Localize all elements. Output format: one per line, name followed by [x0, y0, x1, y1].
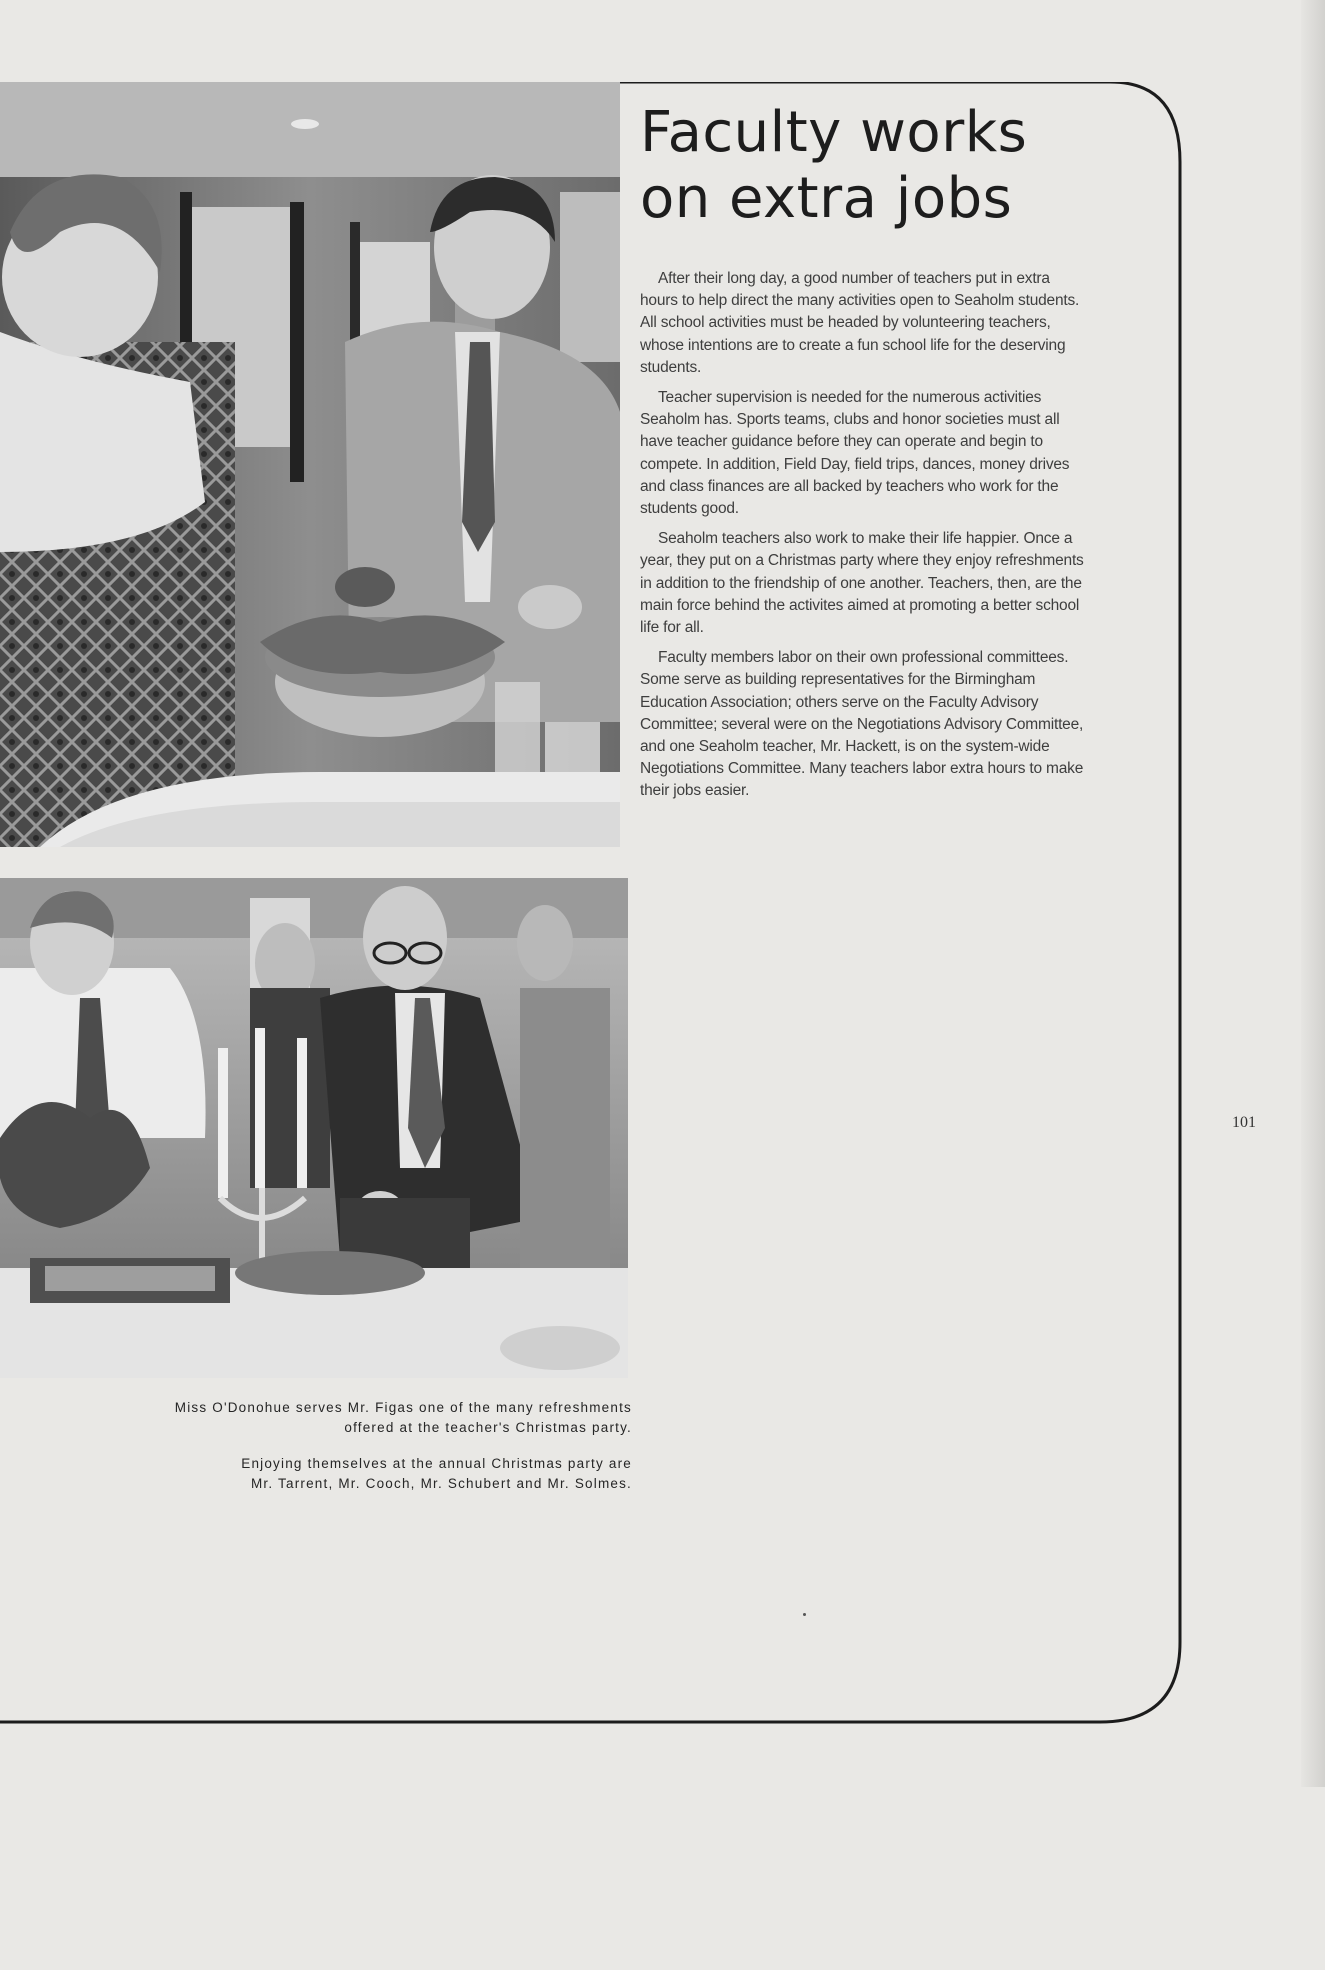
caption-1-line-1: Miss O'Donohue serves Mr. Figas one of the many refreshments	[174, 1400, 632, 1415]
page-edge-shadow	[1301, 0, 1325, 1787]
paragraph-1: After their long day, a good number of teachers put in extra hours to help direct the many activities open to Seaholm students. All school activities must be headed by volunteering teachers, whose intentions are to create a fun school life for the deserving students.	[640, 270, 1080, 376]
title-line-1: Faculty works	[640, 100, 1028, 165]
caption-2-line-1: Enjoying themselves at the annual Christmas party are	[241, 1456, 632, 1471]
caption-christmas-party	[0, 1454, 632, 1494]
caption-1-line-2: offered at the teacher's Christmas party.	[344, 1420, 632, 1435]
photo-christmas-party-table	[0, 878, 628, 1378]
caption-2-line-2: Mr. Tarrent, Mr. Cooch, Mr. Schubert and Mr. Solmes.	[250, 1476, 632, 1491]
article-body	[640, 268, 1090, 811]
page-number: 101	[1232, 1114, 1256, 1131]
article-title	[640, 100, 1180, 232]
paragraph-3: Seaholm teachers also work to make their life happier. Once a year, they put on a Christmas party where they enjoy refreshments in addition to the friendship of one another. Teachers, then, are the main force behind the activites aimed at promoting a better school life for all.	[640, 530, 1084, 637]
caption-punch-serving	[0, 1398, 632, 1438]
photo-punch-serving	[0, 82, 620, 847]
title-line-2: on extra jobs	[640, 166, 1013, 231]
print-speck	[803, 1613, 806, 1616]
paragraph-4: Faculty members labor on their own professional committees. Some serve as building representatives for the Birmingham Education Association; others serve on the Faculty Advisory Committee; several were on the Negotiations Advisory Committee, and one Seaholm teacher, Mr. Hackett, is on the system-wide Negotiations Committee. Many teachers labor extra hours to make their jobs easier.	[640, 649, 1084, 800]
paragraph-2: Teacher supervision is needed for the numerous activities Seaholm has. Sports teams, clubs and honor societies must all have teacher guidance before they can operate and begin to compete. In addition, Field Day, field trips, dances, money drives and class finances are all backed by teachers who work for the students good.	[640, 389, 1070, 518]
